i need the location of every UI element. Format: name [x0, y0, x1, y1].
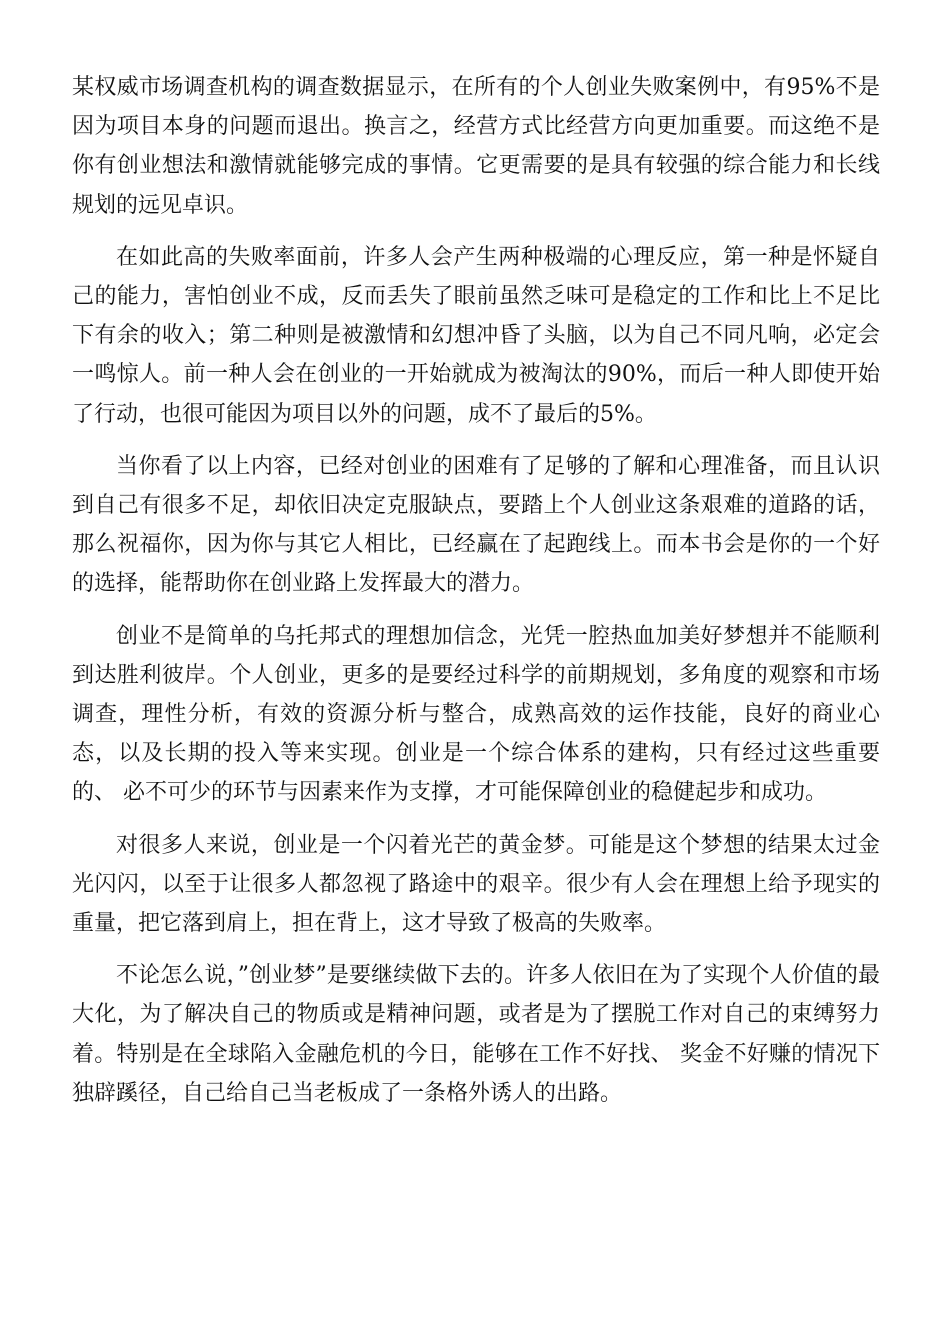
paragraph-3: 当你看了以上内容，已经对创业的困难有了足够的了解和心理准备，而且认识到自己有很多不足，却依旧决定克服缺点，要踏上个人创业这条艰难的道路的话，那么祝福你，因为你与其它人相比，已经赢在了起跑线上。而本书会是你的一个好的选择，能帮助你在创业路上发挥最大的潜力。 — [72, 453, 880, 597]
document-body — [72, 68, 880, 1126]
paragraph-2: 在如此高的失败率面前，许多人会产生两种极端的心理反应，第一种是怀疑自己的能力，害怕创业不成，反而丢失了眼前虽然乏味可是稳定的工作和比上不足比下有余的收入；第二种则是被激情和幻想冲昏了头脑，以为自己不同凡响，必定会一鸣惊人。前一种人会在创业的一开始就成为被淘汰的90%，而后一种人即使开始了行动，也很可能因为项目以外的问题，成不了最后的5%。 — [72, 244, 880, 427]
paragraph-6: 不论怎么说，”创业梦”是要继续做下去的。许多人依旧在为了实现个人价值的最大化，为了解决自己的物质或是精神问题，或者是为了摆脱工作对自己的束缚努力着。特别是在全球陷入金融危机的今日，能够在工作不好找、 奖金不好赚的情况下独辟蹊径，自己给自己当老板成了一条格外诱人的出路。 — [72, 963, 880, 1106]
paragraph-1: 某权威市场调查机构的调查数据显示，在所有的个人创业失败案例中，有95%不是因为项目本身的问题而退出。换言之，经营方式比经营方向更加重要。而这绝不是你有创业想法和激情就能够完成的事情。它更需要的是具有较强的综合能力和长线规划的远见卓识。 — [72, 75, 880, 218]
paragraph-4: 创业不是简单的乌托邦式的理想加信念，光凭一腔热血加美好梦想并不能顺利到达胜利彼岸。个人创业，更多的是要经过科学的前期规划，多角度的观察和市场调查，理性分析，有效的资源分析与整合，成熟高效的运作技能，良好的商业心态，以及长期的投入等来实现。创业是一个综合体系的建构，只有经过这些重要的、 必不可少的环节与因素来作为支撑，才可能保障创业的稳健起步和成功。 — [72, 623, 880, 806]
paragraph-5: 对很多人来说，创业是一个闪着光芒的黄金梦。可能是这个梦想的结果太过金光闪闪，以至于让很多人都忽视了路途中的艰辛。很少有人会在理想上给予现实的重量，把它落到肩上，担在背上，这才导致了极高的失败率。 — [72, 832, 880, 937]
